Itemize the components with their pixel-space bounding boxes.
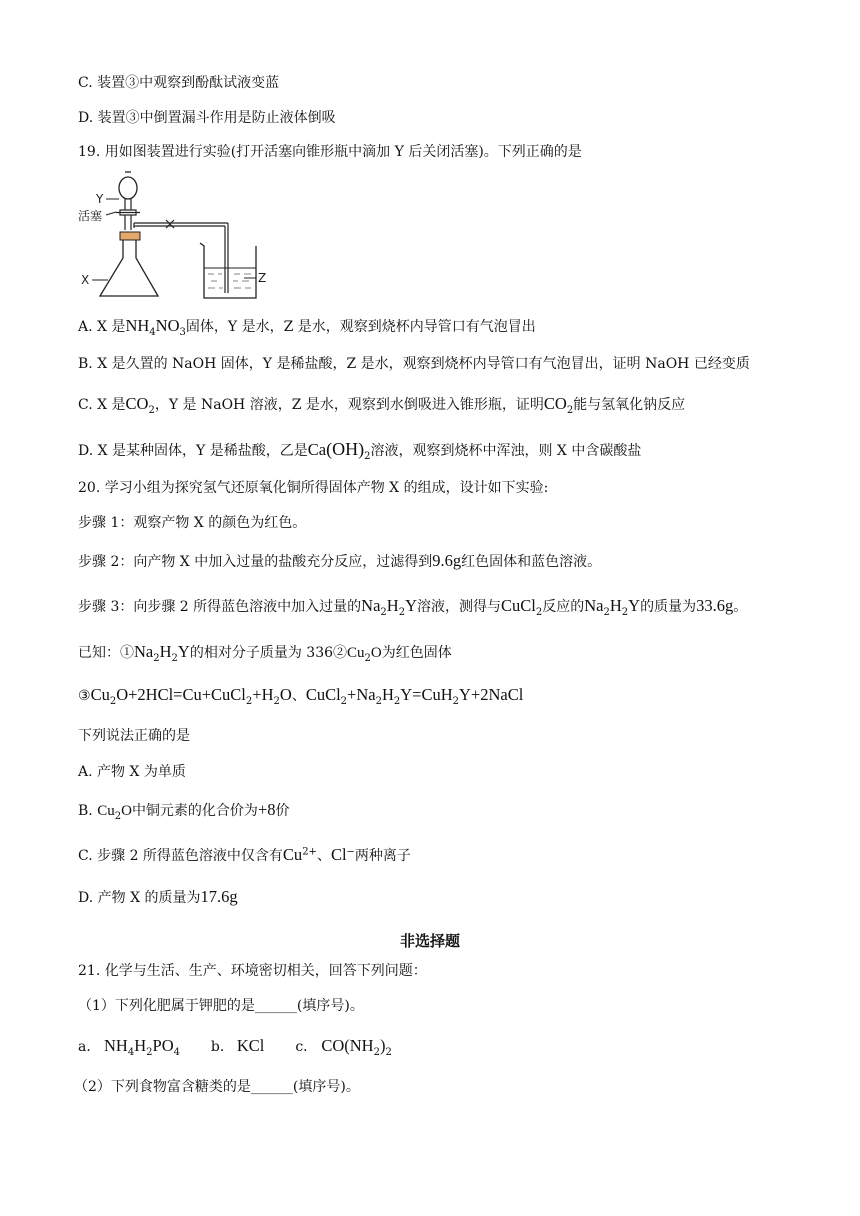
q19-option-d: D. X 是某种固体，Y 是稀盐酸，乙是$Ca(OH)_2$溶液，观察到烧杯中浑浊，则 X 中含碳酸盐 [78, 439, 642, 462]
q20-option-a: A. 产物 X 为单质 [78, 764, 186, 780]
section-title: 非选择题 [399, 932, 460, 950]
q19-option-a: A. X 是$NH_4NO_3$固体，Y 是水，Z 是水，观察到烧杯内导管口有气泡冒出 [78, 316, 536, 338]
q18-option-c: C. 装置③中观察到酚酞试液变蓝 [78, 75, 280, 91]
q20-known-2: $③Cu_2O+2HCl=Cu+CuCl_2+H_2O$、$CuCl_2+Na_2H_2Y=CuH_2Y+2NaCl$ [78, 685, 524, 707]
label-x: X [81, 273, 90, 287]
q20-step-2: 步骤 2：向产物 X 中加入过量的盐酸充分反应，过滤得到9.6g红色固体和蓝色溶液。 [78, 551, 602, 570]
q19-option-c: C. X 是$CO_2$，Y 是 NaOH 溶液，Z 是水，观察到水倒吸进入锥形瓶，证明$CO_2$能与氢氧化钠反应 [78, 394, 686, 416]
label-z: Z [258, 271, 267, 285]
q21-part-1: （1）下列化肥属于钾肥的是______(填序号)。 [78, 998, 364, 1014]
q21-part-2: （2）下列食物富含糖类的是______(填序号)。 [74, 1079, 360, 1095]
q18-option-d: D. 装置③中倒置漏斗作用是防止液体倒吸 [78, 110, 336, 126]
q21-options: a． $NH_4H_2PO_4$ b． KCl c． $CO(NH_2)_2$ [78, 1036, 392, 1058]
q21-stem: 21. 化学与生活、生产、环境密切相关，回答下列问题： [78, 963, 427, 979]
q20-option-c: C. 步骤 2 所得蓝色溶液中仅含有$Cu^{2+}$、Cl−两种离子 [78, 845, 411, 864]
q20-stem: 20. 学习小组为探究氢气还原氧化铜所得固体产物 X 的组成，设计如下实验: [78, 480, 549, 496]
q20-known-1: 已知：$①Na_2H_2Y$的相对分子质量为 $336②Cu_2O$为红色固体 [78, 642, 452, 664]
q20-step-3: 步骤 3：向步骤 2 所得蓝色溶液中加入过量的$Na_2H_2Y$溶液，测得与CuCl$_2$反应的$Na_2H_2Y$的质量为33.6g。 [78, 596, 748, 618]
label-valve: 活塞 [78, 209, 103, 223]
q19-option-b: B. X 是久置的 NaOH 固体，Y 是稀盐酸，Z 是水，观察到烧杯内导管口有气泡冒出，证明 NaOH 已经变质 [78, 356, 750, 372]
label-y: Y [96, 192, 104, 206]
q20-option-d: D. 产物 X 的质量为17.6g [78, 887, 238, 906]
q20-option-b: B. $Cu_2O$中铜元素的化合价为+8价 [78, 800, 290, 822]
apparatus-diagram [78, 168, 278, 303]
q20-step-1: 步骤 1：观察产物 X 的颜色为红色。 [78, 515, 307, 531]
q20-ask: 下列说法正确的是 [78, 728, 190, 744]
q19-stem: 19. 用如图装置进行实验(打开活塞向锥形瓶中滴加 Y 后关闭活塞)。下列正确的是 [78, 144, 582, 160]
